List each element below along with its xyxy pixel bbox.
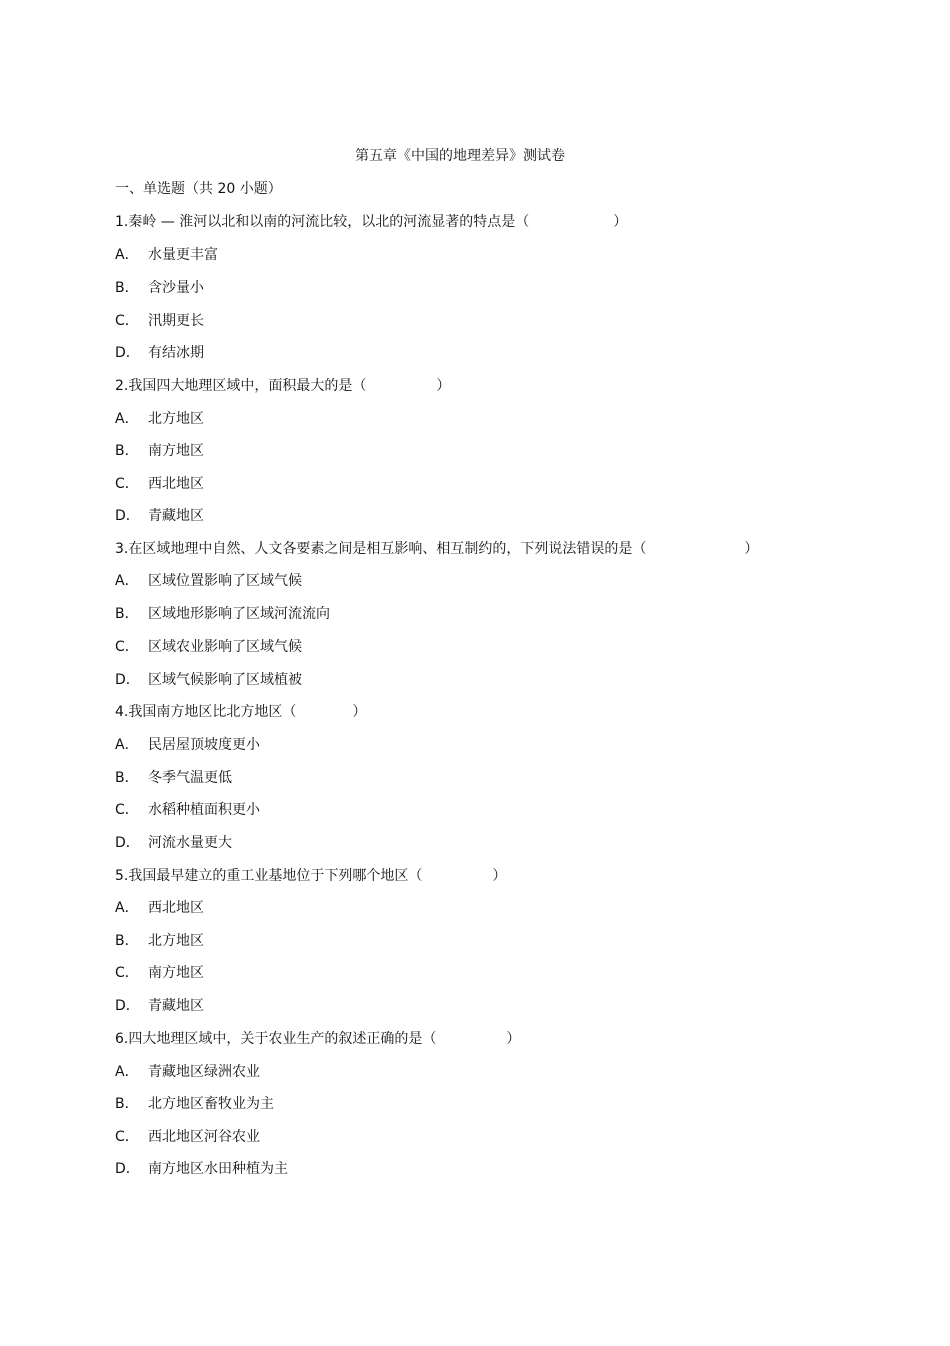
option-text: 青藏地区: [148, 998, 204, 1014]
option-letter: A．: [115, 573, 139, 589]
option-letter: C．: [115, 1129, 139, 1145]
option-letter: A．: [115, 247, 139, 263]
option-text: 区域地形影响了区域河流流向: [148, 606, 330, 622]
option-text: 有结冰期: [148, 345, 204, 361]
option-letter: B．: [115, 443, 139, 459]
option[interactable]: [115, 897, 204, 919]
option-text: 南方地区水田种植为主: [148, 1161, 288, 1177]
question-stem: 5.我国最早建立的重工业基地位于下列哪个地区（ ）: [115, 868, 507, 884]
option-text: 民居屋顶坡度更小: [148, 737, 260, 753]
option-text: 汛期更长: [148, 313, 204, 329]
page-title: 第五章《中国的地理差异》测试卷: [355, 148, 565, 164]
option[interactable]: [115, 734, 260, 756]
option-text: 北方地区: [148, 933, 204, 949]
option-letter: D．: [115, 1161, 140, 1177]
option-letter: C．: [115, 802, 139, 818]
option[interactable]: [115, 799, 260, 821]
option-letter: A．: [115, 737, 139, 753]
option[interactable]: [115, 408, 204, 430]
option-letter: D．: [115, 998, 140, 1014]
option[interactable]: [115, 277, 204, 299]
option-text: 青藏地区绿洲农业: [148, 1064, 260, 1080]
option[interactable]: [115, 440, 204, 462]
question-stem: 3.在区域地理中自然、人文各要素之间是相互影响、相互制约的，下列说法错误的是（ ）: [115, 541, 759, 557]
option-letter: C．: [115, 639, 139, 655]
option-letter: D．: [115, 345, 140, 361]
option-text: 南方地区: [148, 965, 204, 981]
option-text: 南方地区: [148, 443, 204, 459]
option-letter: A．: [115, 411, 139, 427]
option[interactable]: [115, 832, 232, 854]
option[interactable]: [115, 603, 330, 625]
option-letter: A．: [115, 1064, 139, 1080]
option[interactable]: [115, 930, 204, 952]
option-text: 北方地区: [148, 411, 204, 427]
option-letter: B．: [115, 933, 139, 949]
option-letter: D．: [115, 672, 140, 688]
option-text: 水稻种植面积更小: [148, 802, 260, 818]
option-text: 西北地区河谷农业: [148, 1129, 260, 1145]
option[interactable]: [115, 570, 302, 592]
section-heading: 一、单选题（共 20 小题）: [115, 181, 282, 197]
question-stem: 1.秦岭 — 淮河以北和以南的河流比较，以北的河流显著的特点是（ ）: [115, 214, 628, 230]
option[interactable]: [115, 669, 302, 691]
question-stem: 2.我国四大地理区域中，面积最大的是（ ）: [115, 378, 451, 394]
question-stem: 4.我国南方地区比北方地区（ ）: [115, 704, 367, 720]
option-text: 含沙量小: [148, 280, 204, 296]
option-text: 河流水量更大: [148, 835, 232, 851]
option-text: 区域气候影响了区域植被: [148, 672, 302, 688]
option[interactable]: [115, 310, 204, 332]
option-text: 区域位置影响了区域气候: [148, 573, 302, 589]
option[interactable]: [115, 995, 204, 1017]
option-letter: D．: [115, 508, 140, 524]
option[interactable]: [115, 505, 204, 527]
option-letter: B．: [115, 1096, 139, 1112]
option-letter: C．: [115, 476, 139, 492]
option-text: 北方地区畜牧业为主: [148, 1096, 274, 1112]
option-text: 冬季气温更低: [148, 770, 232, 786]
option[interactable]: [115, 1093, 274, 1115]
option[interactable]: [115, 1158, 288, 1180]
option-text: 西北地区: [148, 476, 204, 492]
option[interactable]: [115, 636, 302, 658]
option-letter: B．: [115, 770, 139, 786]
option-text: 西北地区: [148, 900, 204, 916]
option[interactable]: [115, 767, 232, 789]
option[interactable]: [115, 962, 204, 984]
option[interactable]: [115, 1061, 260, 1083]
option-text: 区域农业影响了区域气候: [148, 639, 302, 655]
option-letter: C．: [115, 965, 139, 981]
option-letter: B．: [115, 606, 139, 622]
option-letter: A．: [115, 900, 139, 916]
option-letter: B．: [115, 280, 139, 296]
option[interactable]: [115, 342, 204, 364]
option-text: 青藏地区: [148, 508, 204, 524]
option-text: 水量更丰富: [148, 247, 218, 263]
option[interactable]: [115, 244, 218, 266]
option-letter: C．: [115, 313, 139, 329]
option[interactable]: [115, 473, 204, 495]
option[interactable]: [115, 1126, 260, 1148]
question-stem: 6.四大地理区域中，关于农业生产的叙述正确的是（ ）: [115, 1031, 521, 1047]
option-letter: D．: [115, 835, 140, 851]
